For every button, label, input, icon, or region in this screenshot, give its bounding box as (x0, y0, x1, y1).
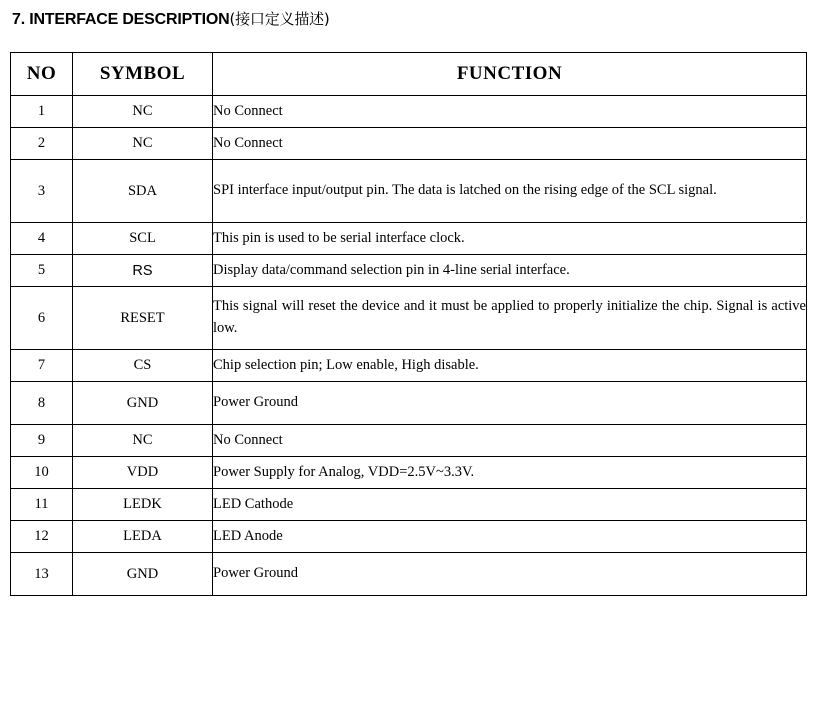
table-header-row (11, 53, 807, 96)
table-row (11, 255, 807, 287)
cell-function: Chip selection pin; Low enable, High disable. (213, 350, 807, 382)
table-row (11, 382, 807, 425)
column-header-no: NO (11, 53, 73, 96)
section-number: 7. (12, 11, 25, 28)
table-row (11, 457, 807, 489)
cell-symbol: LEDA (73, 521, 213, 553)
table-row (11, 128, 807, 160)
cell-function: No Connect (213, 425, 807, 457)
cell-no: 1 (11, 96, 73, 128)
column-header-symbol: SYMBOL (73, 53, 213, 96)
cell-symbol: RS (73, 255, 213, 287)
table-row (11, 96, 807, 128)
cell-function: Power Ground (213, 382, 807, 425)
table-row (11, 287, 807, 350)
table-row (11, 489, 807, 521)
table-row (11, 350, 807, 382)
cell-no: 8 (11, 382, 73, 425)
cell-symbol: NC (73, 128, 213, 160)
cell-symbol: GND (73, 553, 213, 596)
cell-function: No Connect (213, 128, 807, 160)
cell-symbol: SCL (73, 223, 213, 255)
cell-function: This pin is used to be serial interface clock. (213, 223, 807, 255)
section-heading (12, 8, 330, 29)
cell-symbol: RESET (73, 287, 213, 350)
table-row (11, 223, 807, 255)
cell-function: This signal will reset the device and it must be applied to properly initialize the chip. Signal is active low. (213, 287, 807, 350)
cell-no: 6 (11, 287, 73, 350)
pin-description-table (10, 52, 807, 596)
cell-function: Display data/command selection pin in 4-line serial interface. (213, 255, 807, 287)
cell-symbol: SDA (73, 160, 213, 223)
cell-symbol: LEDK (73, 489, 213, 521)
cell-no: 2 (11, 128, 73, 160)
cell-symbol: NC (73, 425, 213, 457)
cell-no: 4 (11, 223, 73, 255)
column-header-function: FUNCTION (213, 53, 807, 96)
table-row (11, 553, 807, 596)
cell-symbol: NC (73, 96, 213, 128)
section-title-chinese: (接口定义描述) (229, 10, 330, 28)
cell-no: 12 (11, 521, 73, 553)
cell-no: 3 (11, 160, 73, 223)
cell-function: LED Anode (213, 521, 807, 553)
table-row (11, 425, 807, 457)
cell-no: 11 (11, 489, 73, 521)
cell-function: SPI interface input/output pin. The data is latched on the rising edge of the SCL signal. (213, 160, 807, 223)
cell-symbol: GND (73, 382, 213, 425)
cell-function: Power Ground (213, 553, 807, 596)
cell-function: No Connect (213, 96, 807, 128)
cell-symbol: VDD (73, 457, 213, 489)
table-row (11, 521, 807, 553)
cell-no: 9 (11, 425, 73, 457)
cell-function: Power Supply for Analog, VDD=2.5V~3.3V. (213, 457, 807, 489)
table-row (11, 160, 807, 223)
cell-no: 10 (11, 457, 73, 489)
section-title: INTERFACE DESCRIPTION (29, 11, 230, 28)
cell-symbol: CS (73, 350, 213, 382)
cell-no: 7 (11, 350, 73, 382)
cell-no: 5 (11, 255, 73, 287)
cell-no: 13 (11, 553, 73, 596)
cell-function: LED Cathode (213, 489, 807, 521)
